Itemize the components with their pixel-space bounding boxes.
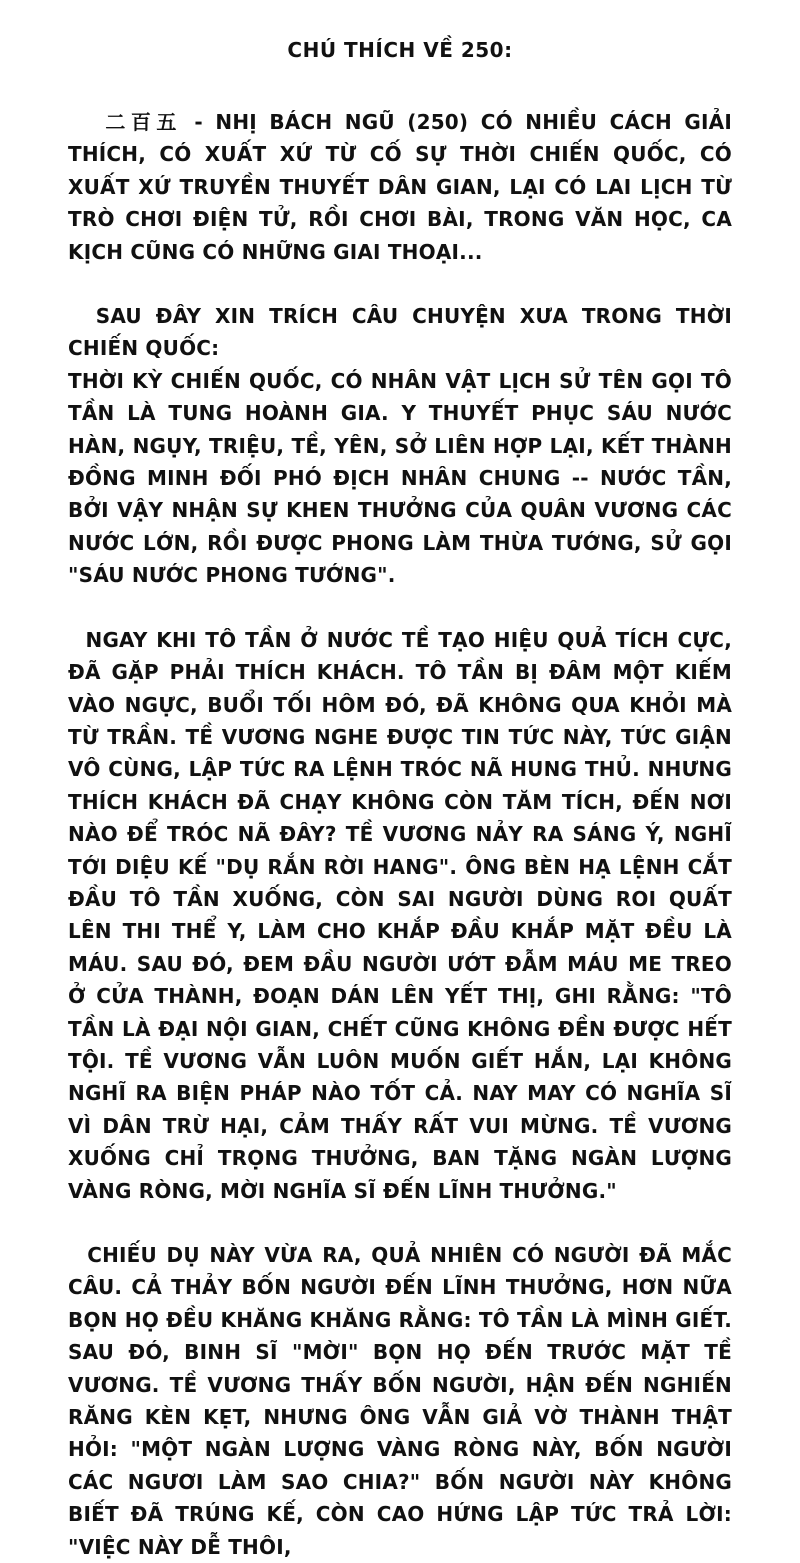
paragraph-gap (68, 592, 732, 624)
paragraph-reward: CHIẾU DỤ NÀY VỪA RA, QUẢ NHIÊN CÓ NGƯỜI ĐÃ MẮC CÂU. CẢ THẢY BỐN NGƯỜI ĐẾN LĨNH THƯỞNG, HƠN NỮA BỌN HỌ ĐỀU KHĂNG KHĂNG RẰNG: TÔ TẦN LÀ MÌNH GIẾT. SAU ĐÓ, BINH SĨ "MỜI" BỌN HỌ ĐẾN TRƯỚC MẶT TỀ VƯƠNG. TỀ VƯƠNG THẤY BỐN NGƯỜI, HẬN ĐẾN NGHIẾN RĂNG KÈN KẸT, NHƯNG ÔNG VẪN GIẢ VỜ THÀNH THẬT HỎI: "MỘT NGÀN LƯỢNG VÀNG RÒNG NÀY, BỐN NGƯỜI CÁC NGƯƠI LÀM SAO CHIA?" BỐN NGƯỜI NÀY KHÔNG BIẾT ĐÃ TRÚNG KẾ, CÒN CAO HỨNG LẬP TỨC TRẢ LỜI: "VIỆC NÀY DỄ THÔI, (68, 1243, 740, 1559)
paragraph-intro: 二百五 - NHỊ BÁCH NGŨ (250) CÓ NHIỀU CÁCH GIẢI THÍCH, CÓ XUẤT XỨ TỪ CỐ SỰ THỜI CHIẾN QUỐC, CÓ XUẤT XỨ TRUYỀN THUYẾT DÂN GIAN, LẠI CÓ LAI LỊCH TỪ TRÒ CHƠI ĐIỆN TỬ, RỒI CHƠI BÀI, TRONG VĂN HỌC, CA KỊCH CŨNG CÓ NHỮNG GIAI THOẠI... (68, 110, 740, 264)
document-body (68, 106, 740, 1563)
paragraph-gap (68, 268, 732, 300)
page-title: CHÚ THÍCH VỀ 250: (287, 38, 513, 62)
paragraph-history: SAU ĐÂY XIN TRÍCH CÂU CHUYỆN XƯA TRONG THỜI CHIẾN QUỐC: THỜI KỲ CHIẾN QUỐC, CÓ NHÂN VẬT LỊCH SỬ TÊN GỌI TÔ TẦN LÀ TUNG HOÀNH GIA. Y THUYẾT PHỤC SÁU NƯỚC HÀN, NGỤY, TRIỆU, TỀ, YÊN, SỞ LIÊN HỢP LẠI, KẾT THÀNH ĐỒNG MINH ĐỐI PHÓ ĐỊCH NHÂN CHUNG -- NƯỚC TẦN, BỞI VẬY NHẬN SỰ KHEN THƯỞNG CỦA QUÂN VƯƠNG CÁC NƯỚC LỚN, RỒI ĐƯỢC PHONG LÀM THỪA TƯỚNG, SỬ GỌI "SÁU NƯỚC PHONG TƯỚNG". (68, 304, 733, 588)
paragraph-assassination: NGAY KHI TÔ TẦN Ở NƯỚC TỀ TẠO HIỆU QUẢ TÍCH CỰC, ĐÃ GẶP PHẢI THÍCH KHÁCH. TÔ TẦN BỊ ĐÂM MỘT KIẾM VÀO NGỰC, BUỔI TỐI HÔM ĐÓ, ĐÃ KHÔNG QUA KHỎI MÀ TỪ TRẦN. TỀ VƯƠNG NGHE ĐƯỢC TIN TỨC NÀY, TỨC GIẬN VÔ CÙNG, LẬP TỨC RA LỆNH TRÓC NÃ HUNG THỦ. NHƯNG THÍCH KHÁCH ĐÃ CHẠY KHÔNG CÒN TĂM TÍCH, ĐẾN NƠI NÀO ĐỂ TRÓC NÃ ĐÂY? TỀ VƯƠNG NẢY RA SÁNG Ý, NGHĨ TỚI DIỆU KẾ "DỤ RẮN RỜI HANG". ÔNG BÈN HẠ LỆNH CẮT ĐẦU TÔ TẦN XUỐNG, CÒN SAI NGƯỜI DÙNG ROI QUẤT LÊN THI THỂ Y, LÀM CHO KHẮP ĐẦU KHẮP MẶT ĐỀU LÀ MÁU. SAU ĐÓ, ĐEM ĐẦU NGƯỜI ƯỚT ĐẪM MÁU ME TREO Ở CỬA THÀNH, ĐOẠN DÁN LÊN YẾT THỊ, GHI RẰNG: "TÔ TẦN LÀ ĐẠI NỘI GIAN, CHẾT CŨNG KHÔNG ĐỀN ĐƯỢC HẾT TỘI. TỀ VƯƠNG VẪN LUÔN MUỐN GIẾT HẮN, LẠI KHÔNG NGHĨ RA BIỆN PHÁP NÀO TỐT CẢ. NAY MAY CÓ NGHĨA SĨ VÌ DÂN TRỪ HẠI, CẢM THẤY RẤT VUI MỪNG. TỀ VƯƠNG XUỐNG CHỈ TRỌNG THƯỞNG, BAN TẶNG NGÀN LƯỢNG VÀNG RÒNG, MỜI NGHĨA SĨ ĐẾN LĨNH THƯỞNG." (68, 627, 740, 1203)
paragraph-gap (68, 1207, 732, 1239)
